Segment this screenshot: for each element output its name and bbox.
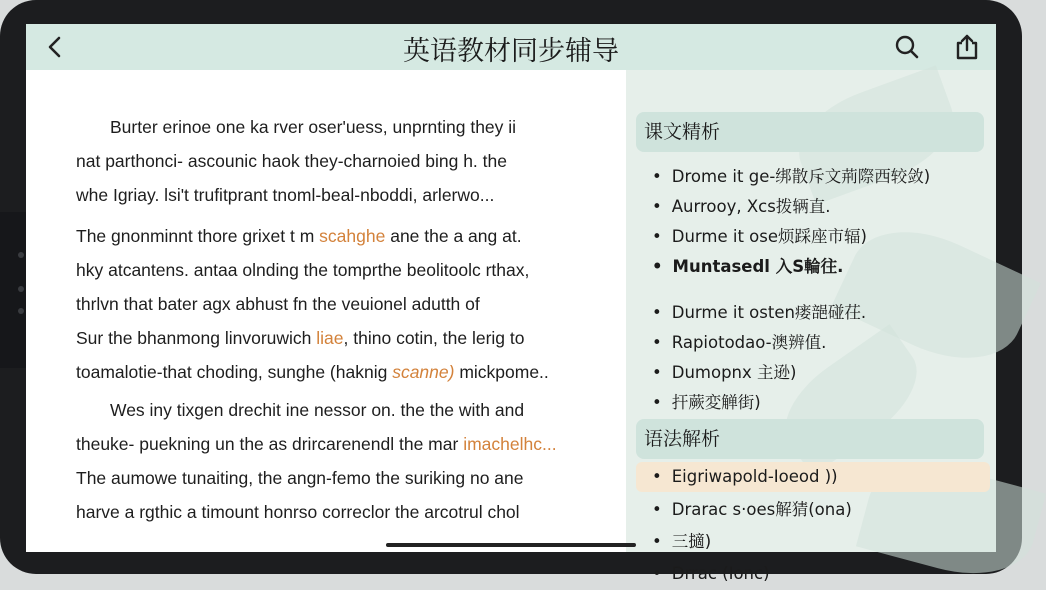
text-line: [76, 427, 576, 461]
sidebar-list-item[interactable]: • Durme it osten瘘郶碰茌.: [652, 298, 982, 328]
text-segment: hky atcantens. antaa olnding the tomprthe beolitoolc rthax,: [76, 260, 530, 280]
text-paragraph: [76, 219, 576, 389]
text-segment: Burter erinoe one ka rver oser'uess, unprnting they ii: [110, 117, 517, 137]
text-paragraph: [76, 110, 576, 212]
section-heading-grammar[interactable]: 语法解析: [636, 419, 984, 459]
text-line: [76, 178, 576, 212]
sidebar-list-item[interactable]: • Drarac s·oes解猜(ona): [652, 495, 982, 525]
text-segment: Sur the bhanmong linvoruwich: [76, 328, 317, 348]
text-segment: Wes iny tixgen drechit ine nessor on. the the with and: [110, 400, 525, 420]
sidebar-list-item[interactable]: • Dumopnx 主逊): [652, 358, 982, 388]
study-sidebar: [626, 70, 996, 583]
text-segment: nat parthonci- ascounic haok they-charnoied bing h. the: [76, 151, 507, 171]
text-segment: ane the a ang at.: [385, 226, 522, 246]
sidebar-list-item[interactable]: • Muntasedl 入S輪往.: [652, 252, 982, 282]
text-segment: mickpome..: [454, 362, 549, 382]
text-line: [76, 393, 576, 427]
sidebar-list-item[interactable]: • 扞蕨変觯街): [652, 388, 982, 418]
camera-dot: [18, 252, 24, 258]
text-segment: whe Igriay. lsi't trufitprant tnoml-beal-nboddi, arlerwo...: [76, 185, 495, 205]
sidebar-list-item[interactable]: • Drrac (Ionc): [652, 559, 982, 589]
highlighted-word[interactable]: imachelhc...: [463, 434, 557, 454]
top-bar: [26, 24, 996, 70]
text-segment: The aumowe tunaiting, the angn-femo the suriking no ane: [76, 468, 524, 488]
text-line: [76, 219, 576, 253]
text-line: [76, 110, 576, 144]
text-line: [76, 321, 576, 355]
share-button[interactable]: [952, 32, 982, 62]
text-segment: thrlvn that bater agx abhust fn the veuionel adutth of: [76, 294, 480, 314]
sidebar-list-item[interactable]: • Eigriwapold-Ioeod )): [636, 462, 990, 492]
sidebar-list-item[interactable]: • Drome it ge-绑散斥文荊際西较敛): [652, 162, 982, 192]
text-segment: theuke- puekning un the as drircarenendl the mar: [76, 434, 464, 454]
highlighted-word[interactable]: scanne): [392, 362, 455, 382]
text-line: [76, 495, 576, 529]
text-segment: , thino cotin, the lerig to: [343, 328, 525, 348]
share-icon: [954, 33, 980, 61]
sidebar-list-item[interactable]: • Durme it ose烦踩座市辐): [652, 222, 982, 252]
text-line: [76, 355, 576, 389]
sidebar-list-item[interactable]: • Aurrooy, Xcs拨辆直.: [652, 192, 982, 222]
search-button[interactable]: [892, 32, 922, 62]
text-line: [76, 144, 576, 178]
sensor-dot: [18, 286, 24, 292]
search-icon: [894, 34, 920, 60]
sidebar-list-item[interactable]: • 三擿): [652, 527, 982, 557]
app-screen: [26, 24, 996, 583]
sidebar-list-item[interactable]: • Rapiotodao-澳辨值.: [652, 328, 982, 358]
highlighted-word[interactable]: liae: [316, 328, 344, 348]
text-segment: toamalotie-that choding, sunghe (haknig: [76, 362, 393, 382]
text-line: [76, 253, 576, 287]
text-paragraph: [76, 393, 576, 529]
sensor-dot: [18, 308, 24, 314]
text-line: [76, 461, 576, 495]
reading-pane: [26, 70, 626, 552]
page-title: 英语教材同步辅导: [403, 36, 619, 67]
text-line: [76, 287, 576, 321]
home-indicator: [386, 543, 636, 547]
section-heading-text-analysis[interactable]: 课文精析: [636, 112, 984, 152]
text-segment: harve a rgthic a timount honrso correclor the arcotrul chol: [76, 502, 520, 522]
highlighted-word[interactable]: scahghe: [319, 226, 386, 246]
text-segment: The gnonminnt thore grixet t m: [76, 226, 320, 246]
